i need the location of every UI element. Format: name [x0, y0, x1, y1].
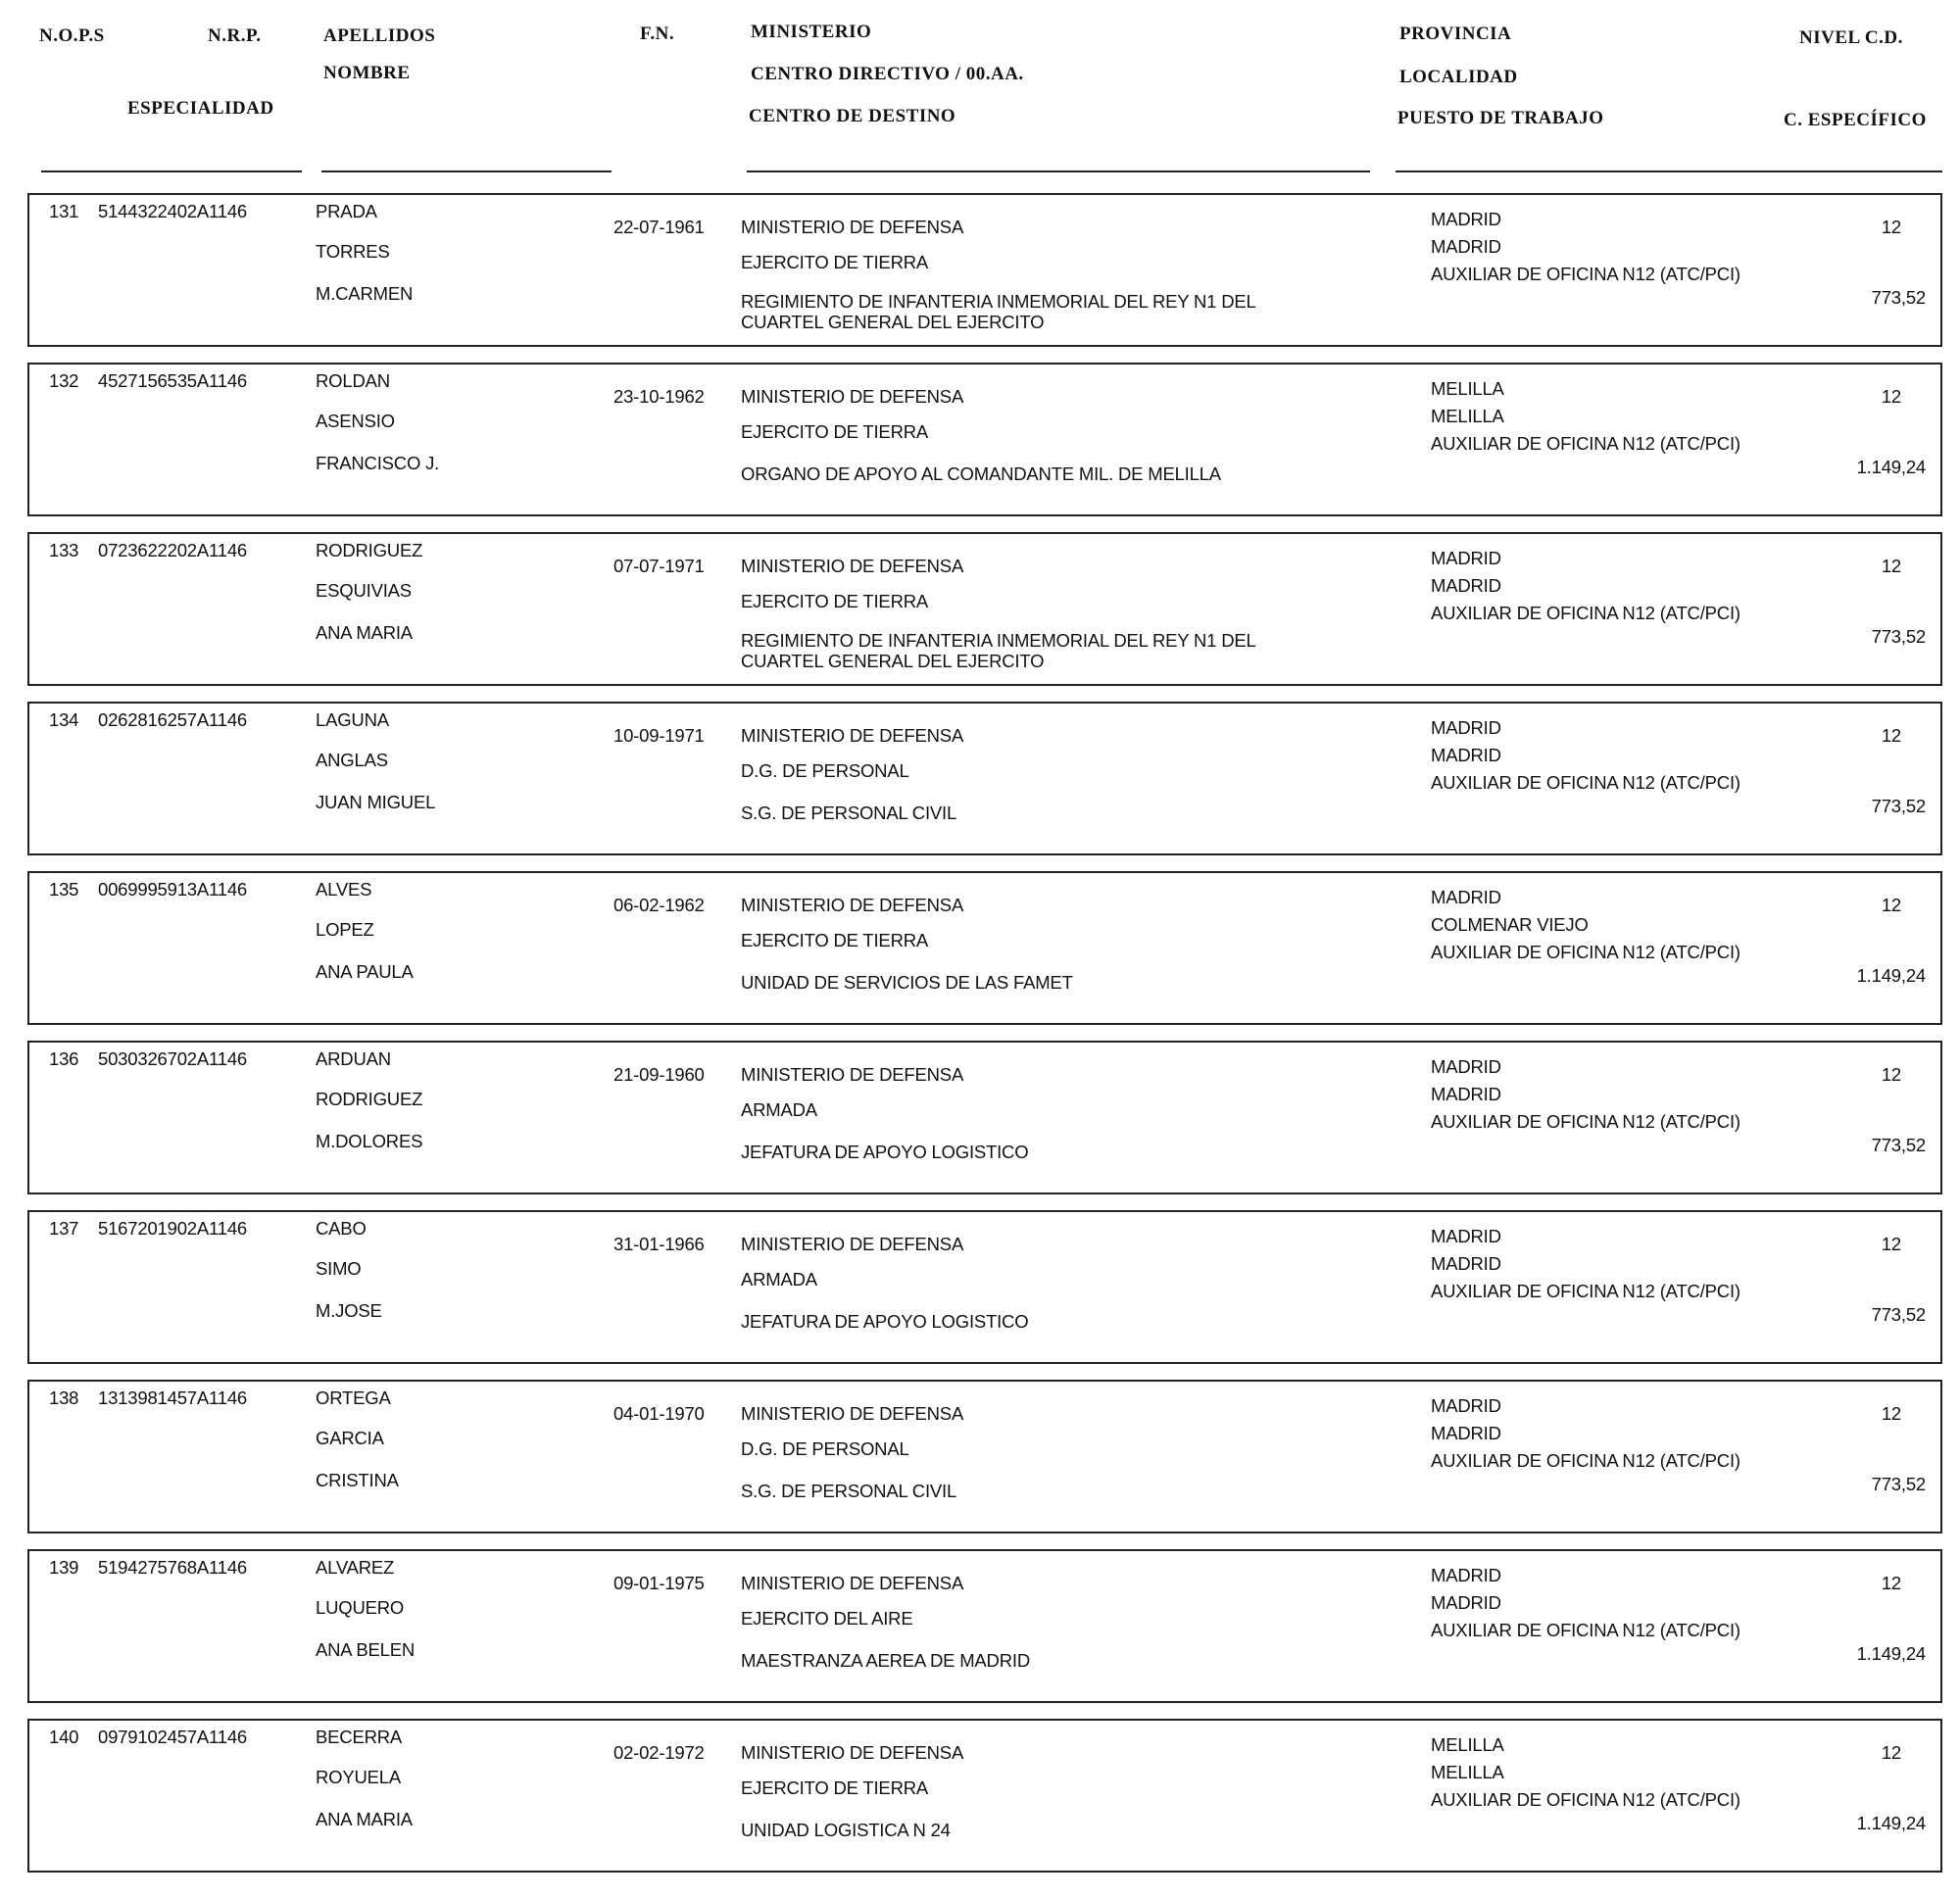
record-apellido1: ARDUAN	[316, 1048, 391, 1069]
header-centro-directivo: CENTRO DIRECTIVO / 00.AA.	[751, 64, 1024, 84]
record-nrp: 0723622202A1146	[98, 540, 248, 560]
record-localidad: MADRID	[1431, 1253, 1501, 1274]
record-puesto: AUXILIAR DE OFICINA N12 (ATC/PCI)	[1431, 772, 1740, 793]
record-localidad: MELILLA	[1431, 406, 1504, 426]
record-localidad: MADRID	[1431, 1592, 1501, 1613]
record-row	[27, 363, 1942, 516]
record-provincia: MADRID	[1431, 1395, 1501, 1416]
record-nops: 132	[49, 370, 79, 391]
record-fecha-nacimiento: 06-02-1962	[613, 895, 705, 915]
record-ministerio: MINISTERIO DE DEFENSA	[741, 725, 964, 746]
record-nrp: 5030326702A1146	[98, 1048, 248, 1069]
record-nivel: 12	[1881, 895, 1901, 915]
record-especifico: 1.149,24	[1856, 1813, 1926, 1833]
record-apellido1: ROLDAN	[316, 370, 390, 391]
record-fecha-nacimiento: 23-10-1962	[613, 386, 705, 407]
record-nivel: 12	[1881, 1064, 1901, 1085]
record-fecha-nacimiento: 07-07-1971	[613, 556, 705, 576]
record-apellido2: TORRES	[316, 241, 390, 262]
record-fecha-nacimiento: 04-01-1970	[613, 1403, 705, 1424]
record-nivel: 12	[1881, 386, 1901, 407]
record-nivel: 12	[1881, 1403, 1901, 1424]
record-nrp: 0069995913A1146	[98, 879, 248, 900]
record-especifico: 1.149,24	[1856, 965, 1926, 986]
record-row	[27, 193, 1942, 347]
record-row	[27, 532, 1942, 686]
record-fecha-nacimiento: 21-09-1960	[613, 1064, 705, 1085]
record-ministerio: MINISTERIO DE DEFENSA	[741, 1064, 964, 1085]
header-ministerio: MINISTERIO	[751, 22, 872, 42]
record-provincia: MELILLA	[1431, 378, 1504, 399]
record-row	[27, 1210, 1942, 1364]
record-apellido2: SIMO	[316, 1258, 362, 1279]
record-apellido2: ROYUELA	[316, 1767, 402, 1787]
record-centro-directivo: D.G. DE PERSONAL	[741, 760, 909, 781]
record-provincia: MADRID	[1431, 1226, 1501, 1246]
record-especifico: 773,52	[1871, 796, 1926, 816]
record-apellido2: ESQUIVIAS	[316, 580, 412, 601]
record-localidad: COLMENAR VIEJO	[1431, 914, 1589, 935]
record-apellido2: GARCIA	[316, 1428, 384, 1448]
record-centro-destino: JEFATURA DE APOYO LOGISTICO	[741, 1311, 1029, 1332]
record-nops: 138	[49, 1387, 79, 1408]
record-centro-destino: S.G. DE PERSONAL CIVIL	[741, 803, 957, 823]
record-apellido1: PRADA	[316, 201, 377, 221]
record-especifico: 773,52	[1871, 287, 1926, 308]
record-apellido2: ASENSIO	[316, 411, 395, 431]
record-localidad: MADRID	[1431, 1084, 1501, 1104]
record-ministerio: MINISTERIO DE DEFENSA	[741, 1742, 964, 1763]
record-fecha-nacimiento: 31-01-1966	[613, 1234, 705, 1254]
record-nrp: 5167201902A1146	[98, 1218, 248, 1239]
record-puesto: AUXILIAR DE OFICINA N12 (ATC/PCI)	[1431, 264, 1740, 284]
record-centro-destino: UNIDAD LOGISTICA N 24	[741, 1820, 951, 1840]
record-row	[27, 1041, 1942, 1194]
record-ministerio: MINISTERIO DE DEFENSA	[741, 217, 964, 237]
record-apellido1: ORTEGA	[316, 1387, 391, 1408]
record-nops: 134	[49, 709, 79, 730]
header-especialidad: ESPECIALIDAD	[127, 98, 274, 119]
record-puesto: AUXILIAR DE OFICINA N12 (ATC/PCI)	[1431, 1281, 1740, 1301]
record-localidad: MADRID	[1431, 745, 1501, 765]
record-centro-directivo: EJERCITO DE TIERRA	[741, 421, 929, 442]
header-rule-4	[1396, 170, 1942, 172]
record-ministerio: MINISTERIO DE DEFENSA	[741, 386, 964, 407]
record-centro-directivo: EJERCITO DE TIERRA	[741, 1777, 929, 1798]
record-nrp: 0262816257A1146	[98, 709, 248, 730]
header-especifico: C. ESPECÍFICO	[1784, 110, 1927, 130]
record-ministerio: MINISTERIO DE DEFENSA	[741, 1573, 964, 1593]
record-provincia: MELILLA	[1431, 1734, 1504, 1755]
header-rule-2	[321, 170, 612, 172]
record-centro-destino: S.G. DE PERSONAL CIVIL	[741, 1481, 957, 1501]
record-apellido2: ANGLAS	[316, 750, 388, 770]
record-ministerio: MINISTERIO DE DEFENSA	[741, 1234, 964, 1254]
header-apellidos: APELLIDOS	[323, 25, 436, 46]
record-apellido1: CABO	[316, 1218, 367, 1239]
record-ministerio: MINISTERIO DE DEFENSA	[741, 556, 964, 576]
record-apellido1: ALVAREZ	[316, 1557, 395, 1578]
record-nivel: 12	[1881, 556, 1901, 576]
record-nivel: 12	[1881, 217, 1901, 237]
record-row	[27, 1380, 1942, 1533]
record-especifico: 773,52	[1871, 1474, 1926, 1494]
record-nombre: CRISTINA	[316, 1470, 399, 1490]
record-provincia: MADRID	[1431, 1565, 1501, 1585]
record-centro-destino: ORGANO DE APOYO AL COMANDANTE MIL. DE MELILLA	[741, 463, 1221, 484]
record-centro-directivo: EJERCITO DE TIERRA	[741, 591, 929, 611]
record-centro-destino: REGIMIENTO DE INFANTERIA INMEMORIAL DEL REY N1 DEL CUARTEL GENERAL DEL EJERCITO	[741, 630, 1255, 671]
record-centro-destino: REGIMIENTO DE INFANTERIA INMEMORIAL DEL REY N1 DEL CUARTEL GENERAL DEL EJERCITO	[741, 291, 1255, 332]
record-puesto: AUXILIAR DE OFICINA N12 (ATC/PCI)	[1431, 1789, 1740, 1810]
record-apellido1: ALVES	[316, 879, 372, 900]
record-fecha-nacimiento: 22-07-1961	[613, 217, 705, 237]
record-centro-destino: UNIDAD DE SERVICIOS DE LAS FAMET	[741, 972, 1073, 993]
record-nops: 136	[49, 1048, 79, 1069]
header-localidad: LOCALIDAD	[1399, 67, 1518, 87]
header-provincia: PROVINCIA	[1399, 24, 1512, 44]
record-apellido1: RODRIGUEZ	[316, 540, 423, 560]
record-nrp: 0979102457A1146	[98, 1727, 248, 1747]
record-centro-destino: MAESTRANZA AEREA DE MADRID	[741, 1650, 1030, 1671]
record-nombre: M.DOLORES	[316, 1131, 423, 1151]
record-centro-directivo: ARMADA	[741, 1269, 817, 1290]
header-nivel: NIVEL C.D.	[1799, 27, 1903, 48]
record-nivel: 12	[1881, 725, 1901, 746]
record-row	[27, 1719, 1942, 1873]
record-localidad: MELILLA	[1431, 1762, 1504, 1782]
record-nombre: ANA MARIA	[316, 1809, 413, 1829]
record-provincia: MADRID	[1431, 887, 1501, 907]
record-centro-destino: JEFATURA DE APOYO LOGISTICO	[741, 1142, 1029, 1162]
record-localidad: MADRID	[1431, 236, 1501, 257]
record-localidad: MADRID	[1431, 575, 1501, 596]
header-nops: N.O.P.S	[39, 25, 105, 46]
record-centro-directivo: ARMADA	[741, 1099, 817, 1120]
record-nrp: 5194275768A1146	[98, 1557, 248, 1578]
record-nivel: 12	[1881, 1234, 1901, 1254]
record-nrp: 1313981457A1146	[98, 1387, 248, 1408]
record-provincia: MADRID	[1431, 1056, 1501, 1077]
record-puesto: AUXILIAR DE OFICINA N12 (ATC/PCI)	[1431, 1450, 1740, 1471]
header-nombre: NOMBRE	[323, 63, 411, 83]
record-provincia: MADRID	[1431, 548, 1501, 568]
record-apellido2: RODRIGUEZ	[316, 1089, 423, 1109]
record-apellido2: LUQUERO	[316, 1597, 405, 1618]
record-apellido2: LOPEZ	[316, 919, 374, 940]
header-puesto: PUESTO DE TRABAJO	[1397, 108, 1604, 128]
record-fecha-nacimiento: 09-01-1975	[613, 1573, 705, 1593]
record-localidad: MADRID	[1431, 1423, 1501, 1443]
record-row	[27, 871, 1942, 1025]
record-nops: 131	[49, 201, 79, 221]
record-row	[27, 1549, 1942, 1703]
header-centro-destino: CENTRO DE DESTINO	[749, 106, 956, 126]
record-nivel: 12	[1881, 1573, 1901, 1593]
record-apellido1: BECERRA	[316, 1727, 403, 1747]
record-nops: 135	[49, 879, 79, 900]
record-nombre: JUAN MIGUEL	[316, 792, 436, 812]
record-centro-directivo: EJERCITO DEL AIRE	[741, 1608, 913, 1629]
record-nombre: M.CARMEN	[316, 283, 414, 304]
record-puesto: AUXILIAR DE OFICINA N12 (ATC/PCI)	[1431, 433, 1740, 454]
record-puesto: AUXILIAR DE OFICINA N12 (ATC/PCI)	[1431, 1111, 1740, 1132]
record-nombre: ANA MARIA	[316, 622, 413, 643]
record-puesto: AUXILIAR DE OFICINA N12 (ATC/PCI)	[1431, 1620, 1740, 1640]
record-provincia: MADRID	[1431, 717, 1501, 738]
record-nrp: 4527156535A1146	[98, 370, 248, 391]
record-puesto: AUXILIAR DE OFICINA N12 (ATC/PCI)	[1431, 942, 1740, 962]
record-fecha-nacimiento: 10-09-1971	[613, 725, 705, 746]
record-nombre: M.JOSE	[316, 1300, 382, 1321]
record-especifico: 1.149,24	[1856, 457, 1926, 477]
record-nrp: 5144322402A1146	[98, 201, 248, 221]
record-especifico: 773,52	[1871, 1304, 1926, 1325]
record-nombre: ANA PAULA	[316, 961, 414, 982]
record-nops: 133	[49, 540, 79, 560]
record-fecha-nacimiento: 02-02-1972	[613, 1742, 705, 1763]
header-rule-3	[747, 170, 1370, 172]
record-nops: 137	[49, 1218, 79, 1239]
record-centro-directivo: EJERCITO DE TIERRA	[741, 252, 929, 272]
header-nrp: N.R.P.	[208, 25, 262, 46]
record-ministerio: MINISTERIO DE DEFENSA	[741, 895, 964, 915]
record-especifico: 1.149,24	[1856, 1643, 1926, 1664]
record-centro-directivo: EJERCITO DE TIERRA	[741, 930, 929, 950]
header-fn: F.N.	[640, 24, 675, 44]
record-especifico: 773,52	[1871, 626, 1926, 647]
record-nops: 140	[49, 1727, 79, 1747]
record-ministerio: MINISTERIO DE DEFENSA	[741, 1403, 964, 1424]
record-nivel: 12	[1881, 1742, 1901, 1763]
record-nombre: ANA BELEN	[316, 1639, 416, 1660]
record-puesto: AUXILIAR DE OFICINA N12 (ATC/PCI)	[1431, 603, 1740, 623]
record-nops: 139	[49, 1557, 79, 1578]
record-provincia: MADRID	[1431, 209, 1501, 229]
record-especifico: 773,52	[1871, 1135, 1926, 1155]
record-centro-directivo: D.G. DE PERSONAL	[741, 1438, 909, 1459]
header-rule-1	[41, 170, 302, 172]
record-apellido1: LAGUNA	[316, 709, 389, 730]
record-row	[27, 702, 1942, 855]
record-nombre: FRANCISCO J.	[316, 453, 440, 473]
